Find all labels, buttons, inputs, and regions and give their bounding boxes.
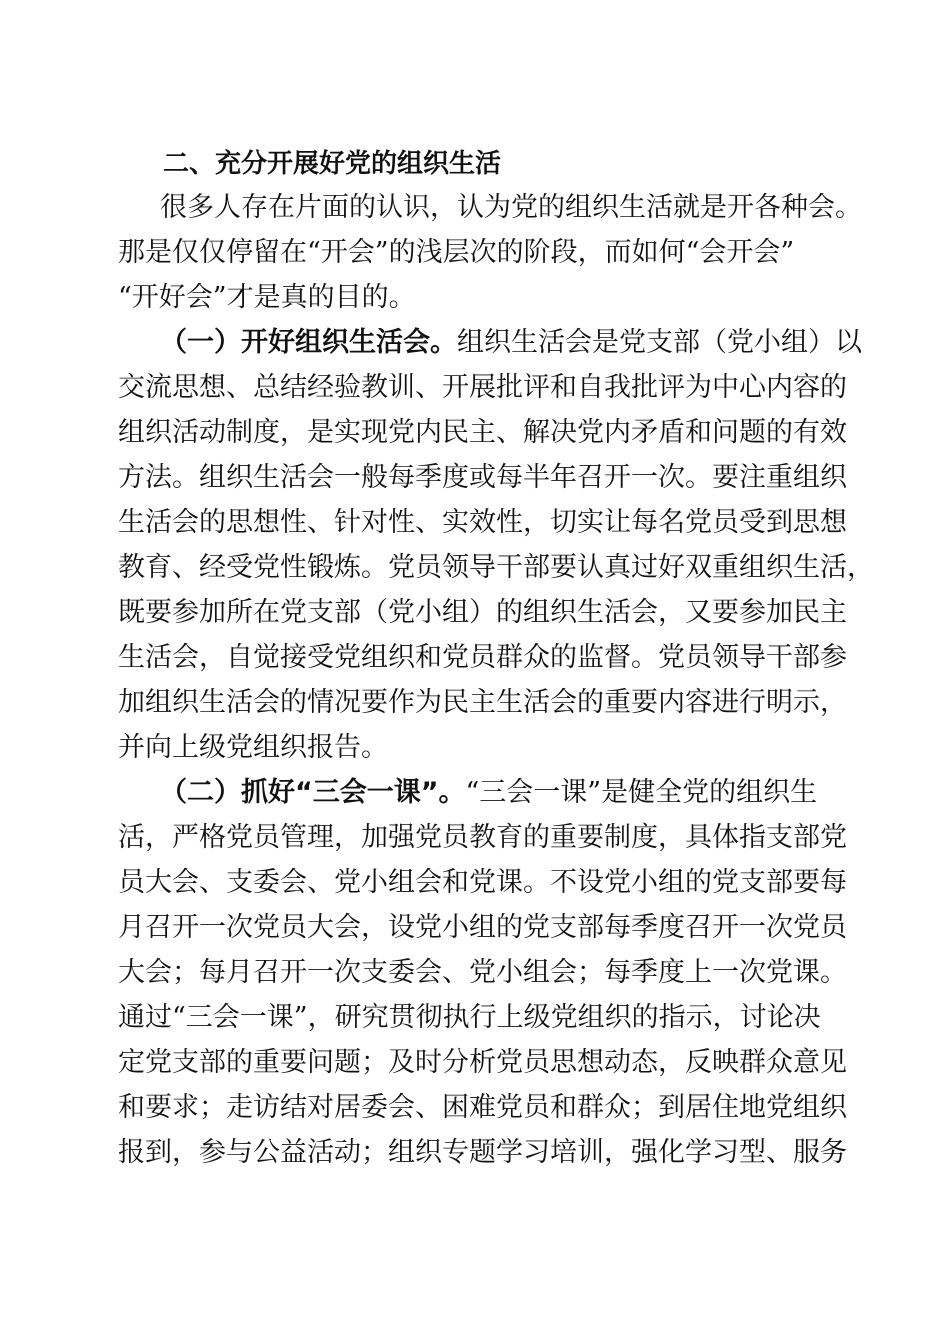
paragraph-line: 大会；每月召开一次支委会、党小组会；每季度上一次党课。 <box>118 957 847 988</box>
paragraph-line: 员大会、支委会、党小组会和党课。不设党小组的党支部要每 <box>118 867 847 898</box>
paragraph-line <box>160 774 817 812</box>
subheading: （一）开好组织生活会。 <box>160 327 457 358</box>
paragraph-text: “三会一课”是健全党的组织生 <box>465 777 818 808</box>
paragraph-line: 月召开一次党员大会，设党小组的党支部每季度召开一次党员 <box>118 912 847 943</box>
paragraph-line: 并向上级党组织报告。 <box>118 732 388 763</box>
subheading: （二）抓好“三会一课”。 <box>160 777 466 808</box>
paragraph-line: 和要求；走访结对居委会、困难党员和群众；到居住地党组织 <box>118 1092 847 1123</box>
paragraph-line: 方法。组织生活会一般每季度或每半年召开一次。要注重组织 <box>118 462 847 493</box>
paragraph-line: “开好会”才是真的目的。 <box>118 282 416 313</box>
paragraph-text: 组织生活会是党支部（党小组）以 <box>457 327 862 358</box>
paragraph-line: 交流思想、总结经验教训、开展批评和自我批评为中心内容的 <box>118 372 847 403</box>
paragraph-line: 定党支部的重要问题；及时分析党员思想动态，反映群众意见 <box>118 1047 847 1078</box>
paragraph-line: 加组织生活会的情况要作为民主生活会的重要内容进行明示， <box>118 687 847 718</box>
paragraph-line: 组织活动制度，是实现党内民主、解决党内矛盾和问题的有效 <box>118 417 847 448</box>
paragraph-line: 那是仅仅停留在“开会”的浅层次的阶段，而如何“会开会” <box>118 237 795 268</box>
section-heading: 二、充分开展好党的组织生活 <box>163 149 502 179</box>
paragraph-line: 教育、经受党性锻炼。党员领导干部要认真过好双重组织生活， <box>118 552 874 583</box>
paragraph-line: 生活会的思想性、针对性、实效性，切实让每名党员受到思想 <box>118 507 847 538</box>
paragraph-line: 既要参加所在党支部（党小组）的组织生活会，又要参加民主 <box>118 597 847 628</box>
paragraph-line: 很多人存在片面的认识，认为党的组织生活就是开各种会。 <box>160 192 862 223</box>
paragraph-line: 生活会，自觉接受党组织和党员群众的监督。党员领导干部参 <box>118 642 847 673</box>
paragraph-line <box>160 324 862 362</box>
paragraph-line: 报到，参与公益活动；组织专题学习培训，强化学习型、服务 <box>118 1137 847 1168</box>
paragraph-line: 活，严格党员管理，加强党员教育的重要制度，具体指支部党 <box>118 822 847 853</box>
paragraph-line: 通过“三会一课”，研究贯彻执行上级党组织的指示，讨论决 <box>118 1002 821 1033</box>
